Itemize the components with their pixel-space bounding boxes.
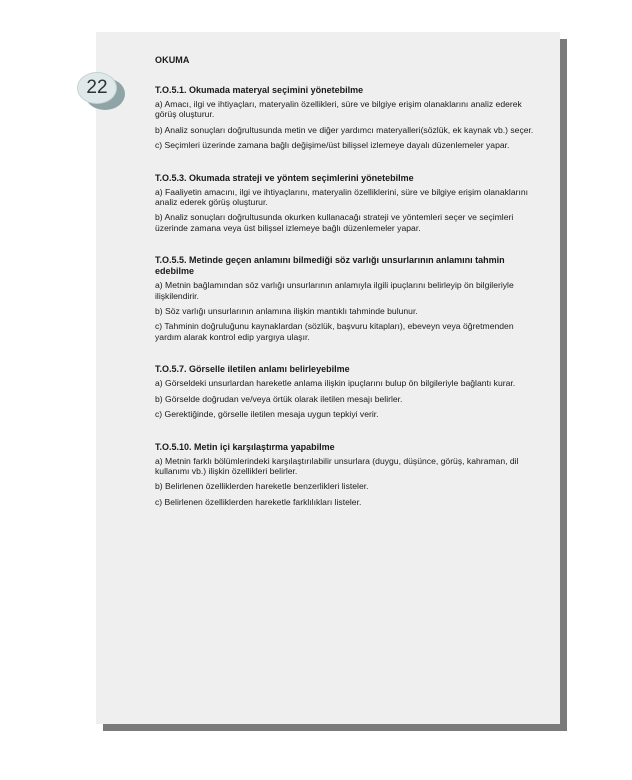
outcome-item: a) Metnin bağlamından söz varlığı unsurlarının anlamıyla ilgili ipuçlarını belirleyip ön bilgileriyle ilişkilendirir. bbox=[155, 280, 514, 301]
outcome-item: b) Analiz sonuçları doğrultusunda okurken kullanacağı strateji ve yöntemleri seçer ve seçimleri üzerinde zamana veya üst bilişsel izlemeye bağlı düzenlemeler yapar. bbox=[155, 212, 514, 233]
document-page bbox=[96, 32, 560, 724]
outcome-block bbox=[155, 255, 540, 342]
outcome-item: b) Görselde doğrudan ve/veya örtük olarak iletilen mesajı belirler. bbox=[155, 393, 403, 404]
outcome-block bbox=[155, 364, 540, 419]
outcome-item: c) Seçimleri üzerinde zamana bağlı değişime/üst bilişsel izlemeye dayalı düzenlemeler yapar. bbox=[155, 140, 510, 151]
outcome-item: a) Metnin farklı bölümlerindeki karşılaştırılabilir unsurlara (duygu, düşünce, görüş, kahraman, dil kullanımı vb.) ilişkin özellikleri belirler. bbox=[155, 455, 519, 476]
page-number: 22 bbox=[77, 72, 117, 104]
outcome-title: T.O.5.5. Metinde geçen anlamını bilmediği söz varlığı unsurlarının anlamını tahmin edebilme bbox=[155, 255, 505, 277]
outcome-title: T.O.5.3. Okumada strateji ve yöntem seçimlerini yönetebilme bbox=[155, 172, 414, 183]
outcome-item: b) Belirlenen özelliklerden hareketle benzerlikleri listeler. bbox=[155, 481, 369, 492]
outcome-item: a) Faaliyetin amacını, ilgi ve ihtiyaçlarını, materyalin özelliklerini, süre ve bilgiye erişim olanaklarını analiz ederek görüş oluşturur. bbox=[155, 186, 529, 208]
outcome-item: a) Amacı, ilgi ve ihtiyaçları, materyalin özellikleri, süre ve bilgiye erişim olanaklarını analiz ederek görüş oluşturur. bbox=[155, 99, 522, 120]
outcome-block bbox=[155, 442, 540, 508]
outcome-item: a) Görseldeki unsurlardan hareketle anlama ilişkin ipuçlarını bulup ön bilgileriyle bağlantı kurar. bbox=[155, 378, 516, 389]
outcome-title: T.O.5.1. Okumada materyal seçimini yönetebilme bbox=[155, 85, 364, 95]
page-number-badge bbox=[77, 72, 125, 110]
outcome-item: c) Gerektiğinde, görselle iletilen mesaja uygun tepkiyi verir. bbox=[155, 409, 379, 420]
outcome-item: c) Tahminin doğruluğunu kaynaklardan (sözlük, başvuru kitapları), ebeveyn veya öğretmenden yardım alarak kontrol edip yargıya ulaşır. bbox=[155, 321, 514, 342]
outcome-item: b) Söz varlığı unsurlarının anlamına ilişkin mantıklı tahminde bulunur. bbox=[155, 306, 418, 317]
outcome-title: T.O.5.10. Metin içi karşılaştırma yapabilme bbox=[155, 441, 335, 452]
outcome-item: b) Analiz sonuçları doğrultusunda metin ve diğer yardımcı materyalleri(sözlük, ek kaynak vb.) seçer. bbox=[155, 124, 534, 135]
outcome-title: T.O.5.7. Görselle iletilen anlamı belirleyebilme bbox=[155, 364, 350, 375]
outcome-item: c) Belirlenen özelliklerden hareketle farklılıkları listeler. bbox=[155, 496, 362, 507]
outcome-block bbox=[155, 85, 540, 151]
section-heading: OKUMA bbox=[155, 55, 190, 65]
outcome-block bbox=[155, 173, 540, 234]
